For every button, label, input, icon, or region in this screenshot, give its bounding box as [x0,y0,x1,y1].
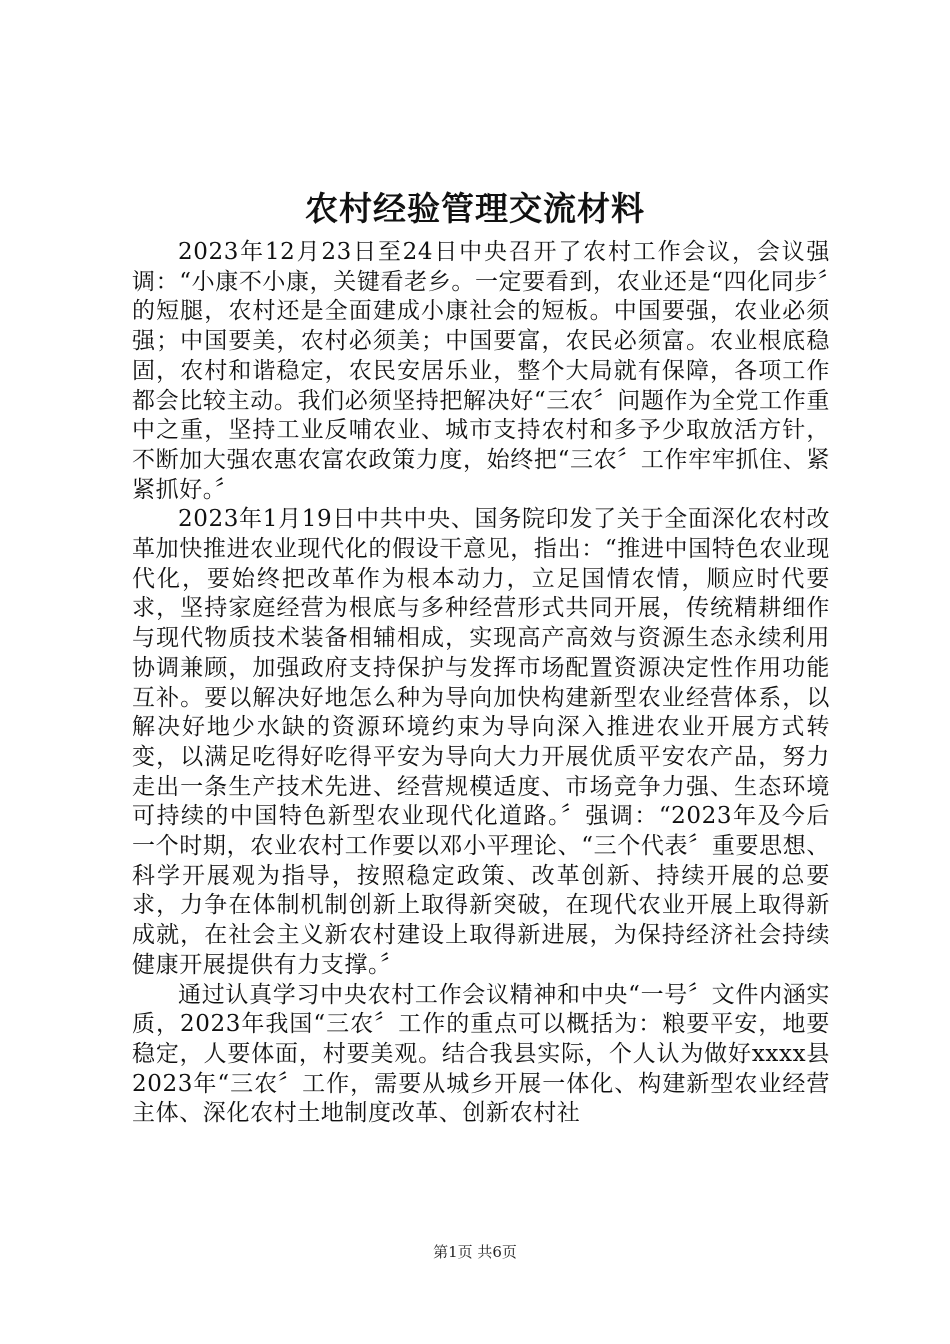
document-title: 农村经验管理交流材料 [305,189,645,228]
paragraph-2: 2023年1月19日中共中央、国务院印发了关于全面深化农村改革加快推进农业现代化的假设干意见，指出：“推进中国特色农业现代化，要始终把改革作为根本动力，立足国情农情，顺应时代要求，坚持家庭经营为根底与多种经营形式共同开展，传统精耕细作与现代物质技术装备相辅相成，实现高产高效与资源生态永续利用协调兼顾，加强政府支持保护与发挥市场配置资源决定性作用功能互补。要以解决好地怎么种为导向加快构建新型农业经营体系，以解决好地少水缺的资源环境约束为导向深入推进农业开展方式转变，以满足吃得好吃得平安为导向大力开展优质平安农产品，努力走出一条生产技术先进、经营规模适度、市场竞争力强、生态环境可持续的中国特色新型农业现代化道路。〞强调：“2023年及今后一个时期，农业农村工作要以邓小平理论、“三个代表〞重要思想、科学开展观为指导，按照稳定政策、改革创新、持续开展的总要求，力争在体制机制创新上取得新突破，在现代农业开展上取得新成就，在社会主义新农村建设上取得新进展，为保持经济社会持续健康开展提供有力支撑。〞 [132,506,830,978]
paragraph-1: 2023年12月23日至24日中央召开了农村工作会议，会议强调：“小康不小康，关键看老乡。一定要看到，农业还是“四化同步〞的短腿，农村还是全面建成小康社会的短板。中国要强，农业必须强；中国要美，农村必须美；中国要富，农民必须富。农业根底稳固，农村和谐稳定，农民安居乐业，整个大局就有保障，各项工作都会比较主动。我们必须坚持把解决好“三农〞问题作为全党工作重中之重，坚持工业反哺农业、城市支持农村和多予少取放活方针，不断加大强农惠农富农政策力度，始终把“三农〞工作牢牢抓住、紧紧抓好。〞 [132,239,830,503]
document-body [132,238,830,1129]
page-footer [0,1242,950,1262]
page-number: 第1页 共6页 [433,1243,517,1261]
paragraph-3: 通过认真学习中央农村工作会议精神和中央“一号〞文件内涵实质，2023年我国“三农〞工作的重点可以概括为：粮要平安，地要稳定，人要体面，村要美观。结合我县实际，个人认为做好xxxx县2023年“三农〞工作，需要从城乡开展一体化、构建新型农业经营主体、深化农村土地制度改革、创新农村社 [132,981,830,1127]
